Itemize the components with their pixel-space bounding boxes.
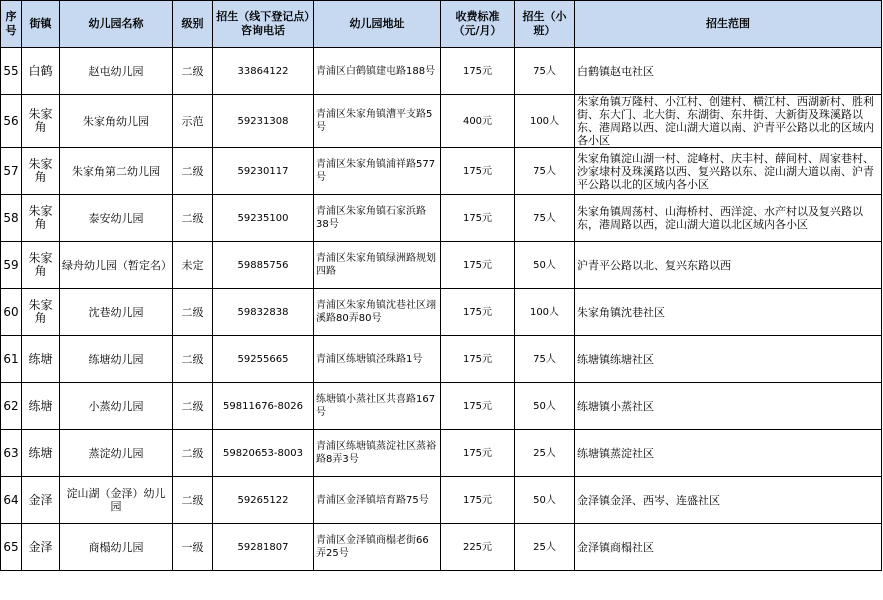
cell-town: 朱家角 [22,195,60,242]
cell-phone: 59820653-8003 [213,430,314,477]
cell-address: 青浦区朱家角镇浦祥路577号 [314,148,441,195]
cell-name: 练塘幼儿园 [60,336,173,383]
header-address: 幼儿园地址 [314,1,441,48]
cell-address: 青浦区练塘镇泾珠路1号 [314,336,441,383]
cell-phone: 59265122 [213,477,314,524]
cell-name: 淀山湖（金泽）幼儿园 [60,477,173,524]
cell-index: 63 [1,430,22,477]
cell-level: 一级 [173,524,213,571]
cell-level: 二级 [173,430,213,477]
cell-index: 60 [1,289,22,336]
cell-fee: 175元 [441,148,515,195]
cell-phone: 59832838 [213,289,314,336]
cell-fee: 175元 [441,48,515,95]
cell-address: 青浦区练塘镇蒸淀社区蒸裕路8弄3号 [314,430,441,477]
cell-scope: 白鹤镇赵屯社区 [575,48,882,95]
header-level: 级别 [173,1,213,48]
cell-level: 二级 [173,195,213,242]
cell-enrollment: 100人 [515,289,575,336]
cell-name: 赵屯幼儿园 [60,48,173,95]
cell-scope: 金泽镇商榻社区 [575,524,882,571]
header-scope: 招生范围 [575,1,882,48]
table-row [1,430,882,477]
cell-phone: 59885756 [213,242,314,289]
table-row [1,383,882,430]
cell-fee: 175元 [441,242,515,289]
cell-town: 朱家角 [22,242,60,289]
cell-phone: 59230117 [213,148,314,195]
cell-name: 朱家角第二幼儿园 [60,148,173,195]
cell-phone: 59235100 [213,195,314,242]
cell-name: 朱家角幼儿园 [60,95,173,148]
cell-index: 56 [1,95,22,148]
table-row [1,48,882,95]
table-row [1,95,882,148]
cell-address: 青浦区朱家角镇绿洲路规划四路 [314,242,441,289]
cell-scope: 练塘镇小蒸社区 [575,383,882,430]
cell-level: 二级 [173,148,213,195]
cell-fee: 175元 [441,336,515,383]
cell-index: 57 [1,148,22,195]
cell-phone: 59231308 [213,95,314,148]
cell-name: 沈巷幼儿园 [60,289,173,336]
cell-fee: 175元 [441,430,515,477]
cell-address: 青浦区金泽镇商榻老街66弄25号 [314,524,441,571]
cell-level: 示范 [173,95,213,148]
cell-scope: 朱家角镇万隆村、小江村、创建村、横江村、西湖新村、胜利街、东大门、北大街、东湖街、东井街、大新街及珠溪路以东、港周路以西、淀山湖大道以南、沪青平公路以北的区域内各小区 [575,95,882,148]
cell-phone: 59255665 [213,336,314,383]
cell-address: 青浦区朱家角镇沈巷社区翊溪路80弄80号 [314,289,441,336]
cell-enrollment: 50人 [515,477,575,524]
cell-enrollment: 75人 [515,48,575,95]
cell-enrollment: 100人 [515,95,575,148]
cell-name: 蒸淀幼儿园 [60,430,173,477]
cell-level: 二级 [173,289,213,336]
cell-phone: 59281807 [213,524,314,571]
cell-scope: 朱家角镇周荡村、山海桥村、西洋淀、水产村以及复兴路以东，港周路以西，淀山湖大道以北区域内各小区 [575,195,882,242]
cell-fee: 175元 [441,289,515,336]
cell-enrollment: 50人 [515,383,575,430]
cell-level: 二级 [173,336,213,383]
table-row [1,336,882,383]
cell-fee: 175元 [441,195,515,242]
table-row [1,148,882,195]
cell-level: 二级 [173,477,213,524]
cell-town: 朱家角 [22,148,60,195]
cell-index: 61 [1,336,22,383]
cell-scope: 练塘镇蒸淀社区 [575,430,882,477]
cell-town: 练塘 [22,336,60,383]
cell-fee: 175元 [441,383,515,430]
cell-index: 65 [1,524,22,571]
cell-town: 练塘 [22,430,60,477]
table-row [1,524,882,571]
cell-name: 商榻幼儿园 [60,524,173,571]
cell-index: 59 [1,242,22,289]
cell-scope: 朱家角镇淀山湖一村、淀峰村、庆丰村、薛间村、周家巷村、沙家埭村及珠溪路以西、复兴路以东、淀山湖大道以南、沪青平公路以北的区域内各小区 [575,148,882,195]
cell-index: 58 [1,195,22,242]
cell-scope: 沪青平公路以北、复兴东路以西 [575,242,882,289]
cell-level: 二级 [173,383,213,430]
cell-town: 朱家角 [22,95,60,148]
cell-fee: 400元 [441,95,515,148]
header-fee: 收费标准（元/月） [441,1,515,48]
cell-address: 青浦区金泽镇培育路75号 [314,477,441,524]
table-row [1,195,882,242]
header-enrollment: 招生（小班） [515,1,575,48]
cell-index: 62 [1,383,22,430]
cell-enrollment: 25人 [515,524,575,571]
cell-address: 练塘镇小蒸社区共喜路167号 [314,383,441,430]
cell-fee: 225元 [441,524,515,571]
cell-town: 朱家角 [22,289,60,336]
header-phone: 招生（线下登记点）咨询电话 [213,1,314,48]
cell-name: 泰安幼儿园 [60,195,173,242]
cell-name: 绿舟幼儿园（暂定名） [60,242,173,289]
cell-fee: 175元 [441,477,515,524]
cell-town: 白鹤 [22,48,60,95]
cell-scope: 练塘镇练塘社区 [575,336,882,383]
cell-level: 未定 [173,242,213,289]
header-name: 幼儿园名称 [60,1,173,48]
cell-town: 练塘 [22,383,60,430]
table-row [1,289,882,336]
cell-name: 小蒸幼儿园 [60,383,173,430]
header-row [1,1,882,48]
cell-enrollment: 75人 [515,336,575,383]
cell-scope: 金泽镇金泽、西岑、连盛社区 [575,477,882,524]
cell-index: 55 [1,48,22,95]
cell-address: 青浦区白鹤镇建屯路188号 [314,48,441,95]
cell-enrollment: 75人 [515,148,575,195]
cell-address: 青浦区朱家角镇漕平支路5号 [314,95,441,148]
header-town: 街镇 [22,1,60,48]
cell-index: 64 [1,477,22,524]
cell-phone: 59811676-8026 [213,383,314,430]
cell-address: 青浦区朱家角镇石家浜路38号 [314,195,441,242]
cell-enrollment: 75人 [515,195,575,242]
cell-scope: 朱家角镇沈巷社区 [575,289,882,336]
table-row [1,477,882,524]
cell-enrollment: 25人 [515,430,575,477]
table-row [1,242,882,289]
header-index: 序号 [1,1,22,48]
cell-enrollment: 50人 [515,242,575,289]
cell-level: 二级 [173,48,213,95]
cell-phone: 33864122 [213,48,314,95]
cell-town: 金泽 [22,477,60,524]
cell-town: 金泽 [22,524,60,571]
